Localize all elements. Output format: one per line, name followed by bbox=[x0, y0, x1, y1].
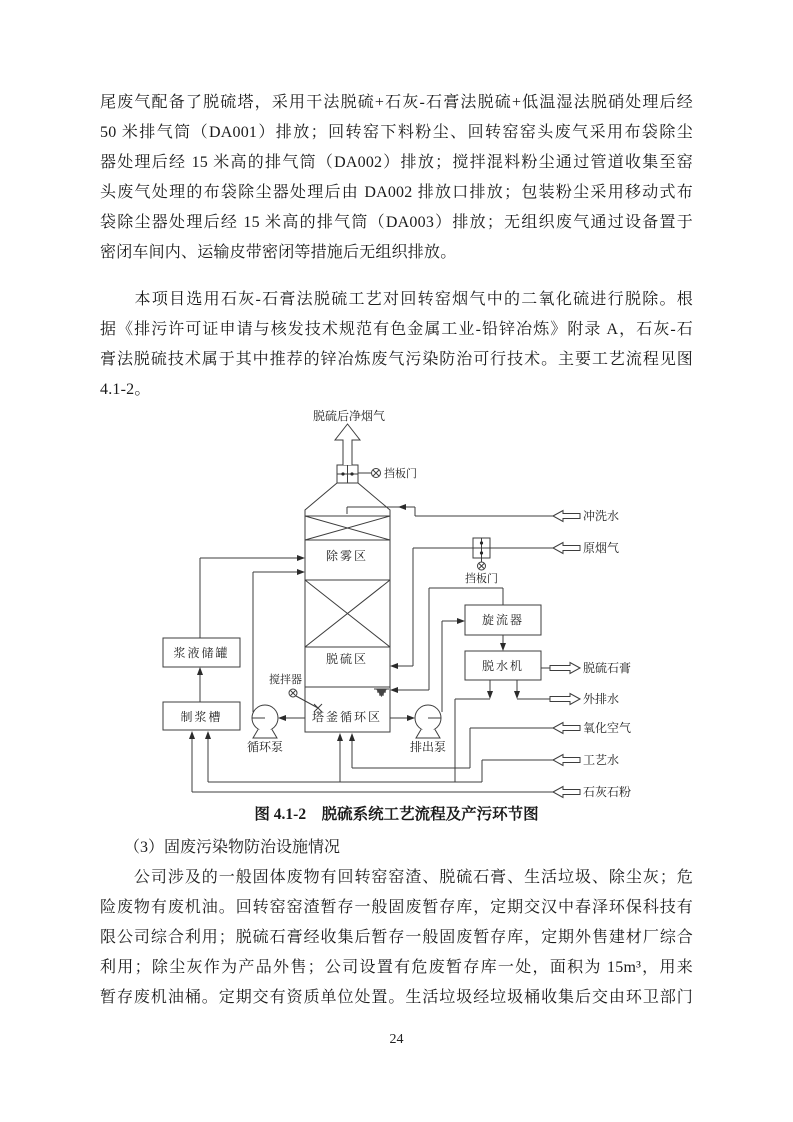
raw-gas-arrow-icon bbox=[553, 543, 580, 554]
text-line: 密闭车间内、运输皮带密闭等措施后无组织排放。 bbox=[100, 244, 457, 261]
hydrocyclone-label: 旋流器 bbox=[481, 613, 525, 627]
figure-caption: 图 4.1-2 脱硫系统工艺流程及产污环节图 bbox=[254, 806, 539, 823]
paragraph-3 bbox=[100, 863, 693, 1013]
desulfurization-zone-label: 脱硫区 bbox=[325, 652, 369, 666]
inlet-damper-label: 挡板门 bbox=[465, 573, 498, 585]
discharge-pump bbox=[390, 618, 465, 754]
dewaterer-box bbox=[465, 651, 541, 680]
clean-gas-arrow-icon bbox=[335, 424, 360, 465]
text-line: 尾废气配备了脱硫塔，采用干法脱硫+石灰-石膏法脱硫+低温湿法脱硝处理后经 bbox=[100, 94, 693, 111]
text-line: 器处理后经 15 米高的排气筒（DA002）排放；搅拌混料粉尘通过管道收集至窑 bbox=[100, 154, 693, 171]
text-line: 袋除尘器处理后经 15 米高的排气筒（DA003）排放；无组织废气通过设备置于 bbox=[100, 214, 693, 231]
oxidation-air-arrow-icon bbox=[553, 723, 580, 734]
gypsum-arrow-icon bbox=[550, 663, 580, 674]
slurry-prep-tank-label: 制浆槽 bbox=[180, 710, 223, 724]
limestone-powder-label: 石灰石粉 bbox=[583, 785, 632, 799]
slurry-prep-tank-box bbox=[163, 702, 240, 730]
text-line: 50 米排气筒（DA001）排放；回转窑下料粉尘、回转窑窑头废气采用布袋除尘 bbox=[100, 124, 693, 141]
inlet-valve-icon bbox=[478, 562, 486, 570]
text-line: 限公司综合利用；脱硫石膏经收集后暂存一般固废暂存库，定期外售建材厂综合 bbox=[100, 929, 693, 946]
valve-icon bbox=[372, 469, 381, 478]
gypsum-output bbox=[541, 660, 631, 675]
slurry-tank-box bbox=[163, 638, 240, 667]
agitator-label: 搅拌器 bbox=[269, 674, 302, 686]
process-water-label: 工艺水 bbox=[583, 753, 620, 767]
subsection-heading: （3）固废污染物防治设施情况 bbox=[100, 839, 341, 856]
page-number: 24 bbox=[389, 1032, 404, 1047]
raw-flue-gas-label: 原烟气 bbox=[583, 541, 620, 555]
paragraph-1 bbox=[100, 88, 693, 268]
paragraph-2 bbox=[100, 285, 693, 405]
raw-flue-gas-line bbox=[390, 538, 619, 669]
circulation-pump bbox=[247, 569, 305, 754]
text-line: 头废气处理的布袋除尘器处理后由 DA002 排放口排放；包装粉尘采用移动式布 bbox=[100, 184, 693, 201]
text-line: 暂存废机油桶。定期交有资质单位处置。生活垃圾经垃圾桶收集后交由环卫部门 bbox=[100, 989, 693, 1006]
discharge-pump-label: 排出泵 bbox=[409, 740, 447, 754]
text-line: 据《排污许可证申请与核发技术规范有色金属工业-铅锌冶炼》附录 A，石灰-石 bbox=[100, 321, 693, 338]
flush-water-label: 冲洗水 bbox=[583, 509, 620, 523]
process-water-line bbox=[205, 731, 619, 782]
flush-water-arrow-icon bbox=[553, 511, 580, 522]
text-line: 4.1-2。 bbox=[100, 381, 151, 398]
top-damper-label: 挡板门 bbox=[384, 468, 417, 480]
text-line: 利用；除尘灰作为产品外售；公司设置有危废暂存库一处，面积为 15m³，用来 bbox=[100, 959, 693, 976]
gypsum-label: 脱硫石膏 bbox=[583, 661, 632, 675]
outfall-arrow-icon bbox=[550, 694, 580, 705]
text-line: 公司涉及的一般固体废物有回转窑窑渣、脱硫石膏、生活垃圾、除尘灰；危 bbox=[100, 869, 693, 886]
dewaterer-label: 脱水机 bbox=[481, 659, 525, 673]
slurry-tank-label: 浆液储罐 bbox=[173, 646, 230, 660]
outfall-water-label: 外排水 bbox=[583, 692, 620, 706]
text-line: 险废物有废机油。回转窑窑渣暂存一般固废暂存库，定期交汉中春泽环保科技有 bbox=[100, 899, 693, 916]
demister-zone-label: 除雾区 bbox=[325, 549, 369, 563]
process-water-arrow-icon bbox=[553, 755, 580, 766]
text-line: 本项目选用石灰-石膏法脱硫工艺对回转窑烟气中的二氧化硫进行脱除。根 bbox=[100, 291, 693, 308]
absorber-tower bbox=[305, 483, 390, 732]
oxidation-air-label: 氧化空气 bbox=[583, 721, 632, 735]
limestone-arrow-icon bbox=[553, 787, 580, 798]
tower-bottom-zone-label: 塔釜循环区 bbox=[311, 710, 383, 724]
process-flow-diagram bbox=[130, 408, 690, 808]
tower-outlet bbox=[313, 408, 417, 483]
circulation-pump-label: 循环泵 bbox=[246, 740, 284, 754]
clean-gas-label: 脱硫后净烟气 bbox=[312, 409, 386, 423]
text-line: 膏法脱硫技术属于其中推荐的锌冶炼废气污染防治可行技术。主要工艺流程见图 bbox=[100, 351, 693, 368]
hydrocyclone-box bbox=[465, 605, 541, 635]
